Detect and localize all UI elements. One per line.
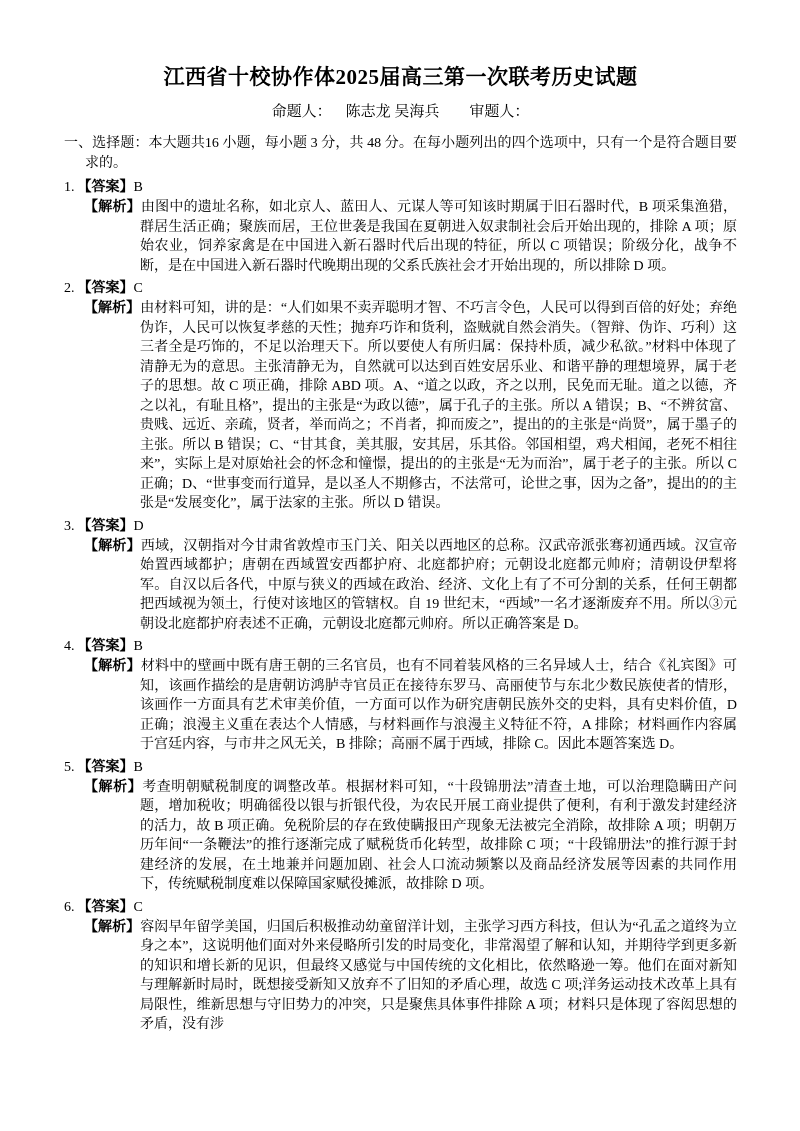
answer-value: C bbox=[133, 899, 143, 915]
analysis-paragraph bbox=[84, 299, 737, 514]
answer-item-5 bbox=[64, 758, 737, 895]
analysis-paragraph bbox=[84, 198, 737, 276]
analysis-text: 材料中的壁画中既有唐王朝的三名官员，也有不同着装风格的三名异域人士，结合《礼宾图》可知，该画作描绘的是唐朝访鸿胪寺官员正在接待东罗马、高丽使节与东北少数民族使者的情形，该画作一方面具有艺术审美价值，一方面可以作为研究唐朝民族外交的史料，具有史料价值，D 正确；浪漫主义重在表达个人情感，与材料画作与浪漫主义特征不符，A 排除；材料画作内容属于宫廷内容，与市井之风无关，B 排除；高丽不属于西域，排除 C。因此本题答案选 D。 bbox=[140, 659, 738, 752]
document-title: 江西省十校协作体2025届高三第一次联考历史试题 bbox=[163, 65, 638, 89]
question-number: 2. bbox=[64, 281, 75, 296]
analysis-label: 【解析】 bbox=[84, 301, 141, 316]
answer-item-2 bbox=[64, 279, 737, 514]
question-number: 4. bbox=[64, 639, 75, 654]
section-intro: 一、选择题：本大题共16 小题，每小题 3 分，共 48 分。在每小题列出的四个选项中，只有一个是符合题目要求的。 bbox=[64, 136, 737, 171]
question-number: 5. bbox=[64, 759, 75, 775]
analysis-paragraph bbox=[84, 537, 737, 635]
question-number: 3. bbox=[64, 518, 75, 534]
answer-line bbox=[64, 898, 737, 918]
analysis-text: 由图中的遗址名称，如北京人、蓝田人、元谋人等可知该时期属于旧石器时代，B 项采集渔猎，群居生活正确；聚族而居，王位世袭是我国在夏朝进入奴隶制社会后开始出现的，排除 A 项；原始农业，饲养家禽是在中国进入新石器时代后出现的特征，所以 C 项错误；阶级分化，战争不断，是在中国进入新石器时代晚期出现的父系氏族社会才开始出现的，所以排除 D 项。 bbox=[140, 200, 737, 274]
reviewer-label: 审题人： bbox=[469, 104, 530, 120]
answer-value: C bbox=[133, 281, 143, 296]
question-number: 6. bbox=[64, 899, 75, 915]
analysis-text: 西域，汉朝指对今甘肃省敦煌市玉门关、阳关以西地区的总称。汉武帝派张骞初通西域。汉宣帝始置西域都护；唐朝在西域置安西都护府、北庭都护府；元朝设北庭都元帅府；清朝设伊犁将军。自汉以后各代，中原与狭义的西域在政治、经济、文化上有了不可分割的关系，任何王朝都把西域视为领土，行使对该地区的管辖权。自 19 世纪末，“西域”一名才逐渐废弃不用。所以③元朝设北庭都护府表述不正确，元朝设北庭都元帅府。所以正确答案是 D。 bbox=[140, 538, 738, 632]
answer-line bbox=[64, 758, 737, 778]
answer-item-6 bbox=[64, 898, 737, 1035]
setter-names: 陈志龙 吴海兵 bbox=[345, 104, 440, 120]
analysis-label: 【解析】 bbox=[84, 779, 143, 795]
analysis-text: 容闳早年留学美国，归国后积极推动幼童留洋计划，主张学习西方科技，但认为“孔孟之道终为立身之本”，这说明他们面对外来侵略所引发的时局变化，非常渴望了解和认知，并期待学到更多新的知识和增长新的见识，但最终又感觉与中国传统的文化相比，依然略逊一筹。他们在面对新知与理解新时局时，既想接受新知又放弃不了旧知的矛盾心理，故选 C 项;洋务运动技术改革上具有局限性，维新思想与守旧势力的冲突，只是聚焦具体事件排除 A 项；材料只是体现了容闳思想的矛盾，没有涉 bbox=[140, 919, 738, 1032]
answer-line bbox=[64, 517, 737, 537]
answer-value: B bbox=[133, 180, 143, 195]
answer-label: 【答案】 bbox=[77, 899, 134, 915]
answer-label: 【答案】 bbox=[77, 639, 134, 654]
answer-item-4 bbox=[64, 637, 737, 755]
answer-value: B bbox=[133, 759, 143, 775]
answer-value: D bbox=[133, 518, 144, 534]
byline bbox=[64, 102, 737, 122]
analysis-label: 【解析】 bbox=[84, 659, 141, 674]
analysis-label: 【解析】 bbox=[84, 538, 141, 554]
analysis-text: 考查明朝赋税制度的调整改革。根据材料可知，“十段锦册法”清查土地，可以治理隐瞒田产问题，增加税收；明确徭役以银与折银代役，为农民开展工商业提供了便利，有利于激发封建经济的活力，故 B 项正确。免税阶层的存在致使瞒报田产现象无法被完全消除，故排除 A 项；明朝万历年间“一条鞭法”的推行逐渐完成了赋税货币化转型，故排除 C 项；“十段锦册法”的推行源于封建经济的发展，在土地兼并问题加剧、社会人口流动频繁以及商品经济发展等因素的共同作用下，传统赋税制度难以保障国家赋役摊派，故排除 D 项。 bbox=[140, 779, 737, 892]
analysis-label: 【解析】 bbox=[84, 919, 141, 935]
answer-label: 【答案】 bbox=[77, 281, 134, 296]
answer-item-1 bbox=[64, 178, 737, 276]
answer-label: 【答案】 bbox=[77, 518, 134, 534]
analysis-label: 【解析】 bbox=[84, 200, 141, 215]
analysis-paragraph bbox=[84, 778, 737, 895]
analysis-text: 由材料可知，讲的是：“人们如果不卖弄聪明才智、不巧言令色，人民可以得到百倍的好处；弃绝伪诈，人民可以恢复孝慈的天性；抛弃巧诈和货利，盗贼就自然会消失。（智辩、伪诈、巧利）这三者全是巧饰的，不足以治理天下。所以要使人有所归属：保持朴质，减少私欲。”材料中体现了清静无为的意思。主张清静无为，自然就可以达到百姓安居乐业、和谐平静的理想境界，属于老子的思想。故 C 项正确，排除 ABD 项。A、“道之以政，齐之以刑，民免而无耻。道之以德，齐之以礼，有耻且格”，提出的主张是“为政以德”，属于孔子的主张。所以 A 错误；B、“不辨贫富、贵贱、远近、亲疏，贤者，举而尚之；不肖者，抑而废之”，提出的的主张是“尚贤”，属于墨子的主张。所以 B 错误；C、“甘其食，美其服，安其居，乐其俗。邻国相望，鸡犬相闻，老死不相往来”，实际上是对原始社会的怀念和憧憬，提出的的主张是“无为而治”，属于老子的主张。所以 C 正确；D、“世事变而行道异，是以圣人不期修古，不法常可，论世之事，因为之备”，提出的的主张是“发展变化”，属于法家的主张。所以 D 错误。 bbox=[140, 301, 738, 511]
answer-label: 【答案】 bbox=[77, 759, 134, 775]
answer-line bbox=[64, 178, 737, 198]
answer-line bbox=[64, 279, 737, 299]
analysis-paragraph bbox=[84, 657, 737, 755]
answer-line bbox=[64, 637, 737, 657]
answer-value: B bbox=[133, 639, 143, 654]
analysis-paragraph bbox=[84, 918, 737, 1035]
answer-label: 【答案】 bbox=[77, 180, 134, 195]
question-number: 1. bbox=[64, 180, 75, 195]
setter-label: 命题人： bbox=[271, 104, 332, 120]
answer-item-3 bbox=[64, 517, 737, 635]
